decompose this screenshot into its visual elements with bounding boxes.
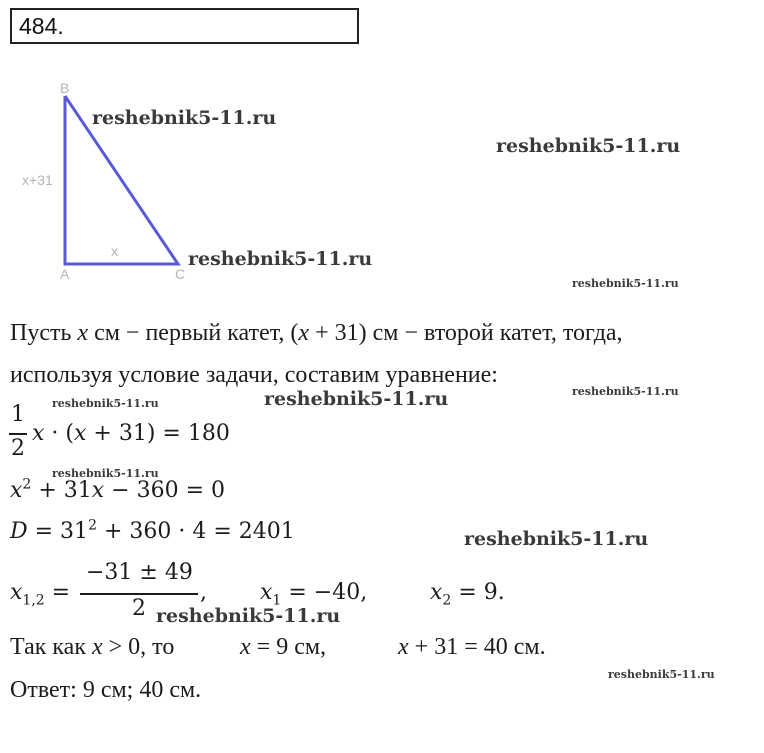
variable-d: D xyxy=(10,519,28,544)
root-x2 xyxy=(430,580,505,609)
watermark: reshebnik5-11.ru xyxy=(52,467,159,480)
conclusion-value-1 xyxy=(240,634,326,661)
conclusion-value-2 xyxy=(398,634,546,661)
text-segment: Так как xyxy=(10,634,92,660)
exponent: 2 xyxy=(22,476,32,493)
fraction-denominator: 2 xyxy=(11,436,25,461)
variable-x: x xyxy=(77,320,89,346)
fraction-numerator: −31 ± 49 xyxy=(86,560,193,585)
statement-line-2: используя условие задачи, составим уравнение: xyxy=(10,362,498,388)
fraction-bar xyxy=(80,593,198,595)
watermark: reshebnik5-11.ru xyxy=(264,388,449,410)
statement-line-1 xyxy=(10,320,623,347)
exponent: 2 xyxy=(88,517,97,534)
conclusion-line xyxy=(10,634,174,661)
text-segment: · ( xyxy=(44,421,74,446)
equation-area xyxy=(32,421,230,446)
side-ab-label: x+31 xyxy=(22,172,53,188)
root-x1 xyxy=(260,580,368,609)
roots-lhs xyxy=(10,580,71,609)
vertex-c-label: C xyxy=(175,266,186,282)
watermark: reshebnik5-11.ru xyxy=(156,605,341,627)
task-number-box xyxy=(10,8,359,44)
watermark: reshebnik5-11.ru xyxy=(52,397,159,410)
text-segment: + 31 = 40 см. xyxy=(408,634,546,660)
variable-x: x xyxy=(260,580,273,605)
variable-x: x xyxy=(91,478,105,503)
fraction-bar xyxy=(9,433,27,435)
text-segment: = −40, xyxy=(281,580,368,605)
variable-x: x xyxy=(10,478,23,503)
roots-comma: , xyxy=(200,580,207,605)
variable-x: x xyxy=(91,634,103,660)
vertex-b-label: B xyxy=(60,80,70,96)
text-segment: + 31) = 180 xyxy=(86,421,230,446)
text-segment: = xyxy=(44,580,71,605)
answer-line: Ответ: 9 см; 40 см. xyxy=(10,677,202,703)
variable-x: x xyxy=(298,320,310,346)
watermark: reshebnik5-11.ru xyxy=(608,668,715,681)
equation-quadratic xyxy=(10,478,225,503)
variable-x: x xyxy=(32,421,45,446)
equation-discriminant xyxy=(10,519,295,544)
text-segment: + 360 · 4 = 2401 xyxy=(96,519,295,544)
text-segment: > 0, то xyxy=(102,634,175,660)
side-ac-label: x xyxy=(111,243,118,259)
vertex-a-label: A xyxy=(60,266,70,282)
watermark: reshebnik5-11.ru xyxy=(572,277,679,290)
subscript: 1,2 xyxy=(22,592,45,609)
watermark: reshebnik5-11.ru xyxy=(572,385,679,398)
variable-x: x xyxy=(430,580,443,605)
fraction-numerator: 1 xyxy=(11,402,25,427)
task-number: 484. xyxy=(19,13,64,39)
variable-x: x xyxy=(240,634,251,660)
text-segment: = 31 xyxy=(27,519,89,544)
watermark: reshebnik5-11.ru xyxy=(464,528,649,550)
text-segment: + 31) см − второй катет, тогда, xyxy=(309,320,623,346)
watermark: reshebnik5-11.ru xyxy=(188,248,373,270)
watermark: reshebnik5-11.ru xyxy=(92,107,277,129)
watermark: reshebnik5-11.ru xyxy=(496,135,681,157)
text-segment: = 9 см, xyxy=(250,634,327,660)
text-segment: − 360 = 0 xyxy=(104,478,226,503)
variable-x: x xyxy=(10,580,23,605)
fraction-denominator: 2 xyxy=(132,596,146,621)
text-segment: + 31 xyxy=(31,478,92,503)
subscript: 1 xyxy=(272,592,282,609)
subscript: 2 xyxy=(442,592,452,609)
text-segment: = 9. xyxy=(451,580,505,605)
variable-x: x xyxy=(398,634,409,660)
variable-x: x xyxy=(73,421,87,446)
text-segment: Пусть xyxy=(10,320,78,346)
text-segment: см − первый катет, ( xyxy=(88,320,299,346)
